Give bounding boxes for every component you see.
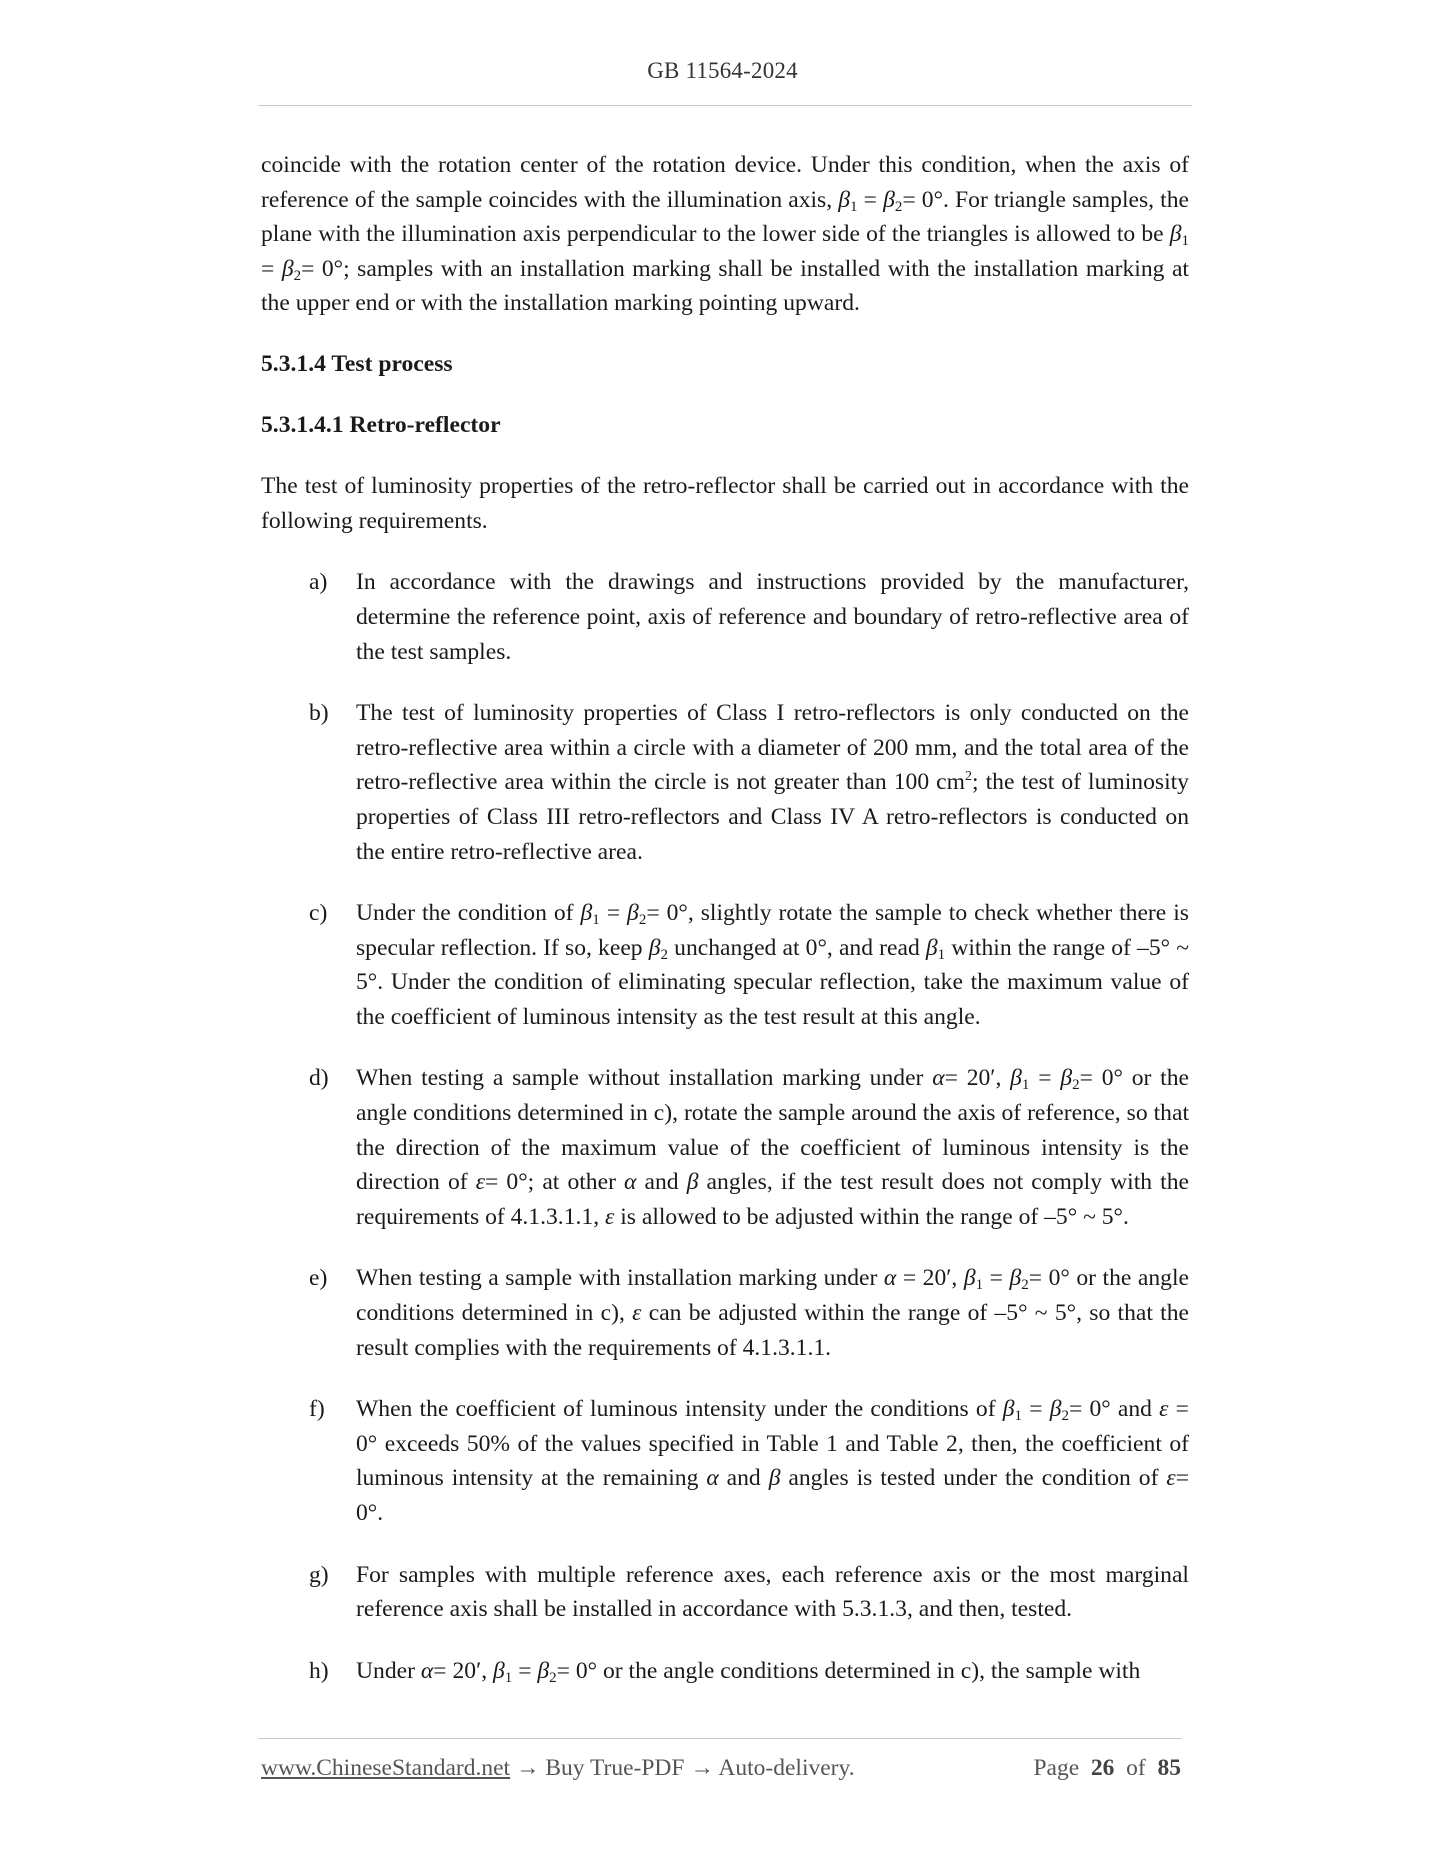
beta-symbol: β	[838, 186, 851, 213]
beta-symbol: β	[1049, 1396, 1062, 1423]
epsilon-symbol: ε	[632, 1300, 642, 1327]
beta-symbol: β	[1060, 1065, 1073, 1092]
beta-symbol: β	[1169, 221, 1182, 248]
list-marker: d)	[309, 1065, 329, 1092]
alpha-symbol: α	[420, 1657, 434, 1684]
list-marker: c)	[309, 900, 328, 927]
alpha-symbol: α	[624, 1169, 637, 1196]
beta-symbol: β	[493, 1657, 505, 1684]
beta-symbol: β	[925, 934, 938, 961]
page-total: 85	[1157, 1755, 1181, 1781]
intro-paragraph: The test of luminosity properties of the retro-reflector shall be carried out in accordance with the following requirements.	[261, 473, 1189, 534]
list-item-g: g) For samples with multiple reference axes, each reference axis or the most marginal reference axis shall be installed in accordance with 5.3.1.3, and then, tested.	[261, 1558, 1189, 1627]
list-item-a: a) In accordance with the drawings and instructions provided by the manufacturer, determine the reference point, axis of reference and boundary of retro-reflective area of the test samples.	[261, 565, 1189, 669]
beta-symbol: β	[1010, 1065, 1022, 1092]
alpha-symbol: α	[932, 1065, 945, 1092]
beta-symbol: β	[648, 934, 661, 961]
beta-symbol: β	[768, 1465, 781, 1492]
requirements-list	[261, 565, 1189, 1688]
beta-symbol: β	[686, 1169, 699, 1196]
beta-symbol: β	[627, 900, 639, 927]
beta-symbol: β	[963, 1265, 976, 1292]
alpha-symbol: α	[706, 1465, 719, 1492]
site-link[interactable]: www.ChineseStandard.net	[261, 1755, 511, 1781]
auto-delivery-text: Auto-delivery.	[718, 1755, 855, 1781]
beta-symbol: β	[281, 255, 294, 282]
list-item-e: e) When testing a sample with installation marking under α = 20′, $\beta_1 = \beta_2= 0^\circ$ or the angle conditions determined in c), ε can be adjusted within the range of –5° ~ 5°, so that the result complies with the requirements of 4.1.3.1.1.	[261, 1261, 1189, 1365]
epsilon-symbol: ε	[475, 1169, 486, 1196]
beta-symbol: β	[580, 900, 593, 927]
beta-symbol: β	[883, 186, 895, 213]
list-item-c: c) Under the condition of $\beta_1 = \beta_2= 0^\circ$, slightly rotate the sample to check whether there is specular reflection. If so, keep $\beta_2$ unchanged at 0°, and read $\beta_1$ within the range of –5° ~ 5°. Under the condition of eliminating specular reflection, take the maximum value of the coefficient of luminous intensity as the test result at this angle.	[261, 896, 1189, 1034]
list-marker: g)	[309, 1561, 329, 1588]
beta-symbol: β	[1009, 1265, 1022, 1292]
footer-divider	[258, 1738, 1182, 1739]
list-marker: e)	[309, 1265, 328, 1292]
page-footer	[261, 1755, 1181, 1782]
list-item-b: b) The test of luminosity properties of Class I retro-reflectors is only conducted on the retro-reflective area within a circle with a diameter of 200 mm, and the total area of the retro-reflective area within the circle is not greater than 100 $cm^2$; the test of luminosity properties of Class III retro-reflectors and Class IV A retro-reflectors is conducted on the entire retro-reflective area.	[261, 696, 1189, 869]
paragraph-axis-condition: coincide with the rotation center of the rotation device. Under this condition, when the axis of reference of the sample coincides with the illumination axis, $\beta_1 = \beta_2= 0^\circ$. For triangle samples, the plane with the illumination axis perpendicular to the lower side of the triangles is allowed to be $\beta_1 = \beta_2= 0^\circ$; samples with an installation marking shall be installed with the installation marking at the upper end or with the installation marking pointing upward.	[261, 152, 1190, 317]
epsilon-symbol: ε	[1159, 1396, 1169, 1423]
page-number: 26	[1090, 1755, 1115, 1781]
section-heading-test-process: 5.3.1.4 Test process	[261, 350, 453, 377]
arrow-right-icon: →	[515, 1755, 540, 1781]
alpha-symbol: α	[883, 1265, 897, 1292]
list-marker: h)	[309, 1657, 329, 1684]
list-item-f: f) When the coefficient of luminous intensity under the conditions of $\beta_1 = \beta_2= 0^\circ$ and ε = 0° exceeds 50% of the values specified in Table 1 and Table 2, then, the coefficient of luminous intensity at the remaining α and β angles is tested under the condition of ε= 0°.	[261, 1392, 1189, 1530]
list-marker: f)	[309, 1396, 325, 1423]
beta-symbol: β	[537, 1657, 550, 1684]
page-content	[261, 148, 1189, 1715]
list-item-h: h) Under α= 20′, $\beta_1 = \beta_2= 0^\circ$ or the angle conditions determined in c), the sample with	[261, 1654, 1189, 1689]
beta-symbol: β	[1002, 1396, 1015, 1423]
arrow-right-icon: →	[690, 1755, 714, 1781]
header-divider	[258, 105, 1192, 106]
page-header: GB 11564-2024	[647, 58, 798, 83]
epsilon-symbol: ε	[605, 1203, 615, 1230]
list-item-d: d) When testing a sample without installation marking under α= 20′, $\beta_1 = \beta_2= 0^\circ$ or the angle conditions determined in c), rotate the sample around the axis of reference, so that the direction of the maximum value of the coefficient of luminous intensity is the direction of ε= 0°; at other α and β angles, if the test result does not comply with the requirements of 4.1.3.1.1, ε is allowed to be adjusted within the range of –5° ~ 5°.	[261, 1061, 1189, 1234]
epsilon-symbol: ε	[1166, 1465, 1176, 1492]
page-indicator: Page 26 of 85	[1033, 1755, 1181, 1781]
buy-pdf-text: Buy True-PDF	[545, 1755, 685, 1781]
section-heading-retro-reflector: 5.3.1.4.1 Retro-reflector	[261, 411, 501, 438]
list-marker: b)	[309, 700, 329, 727]
list-marker: a)	[309, 569, 328, 596]
